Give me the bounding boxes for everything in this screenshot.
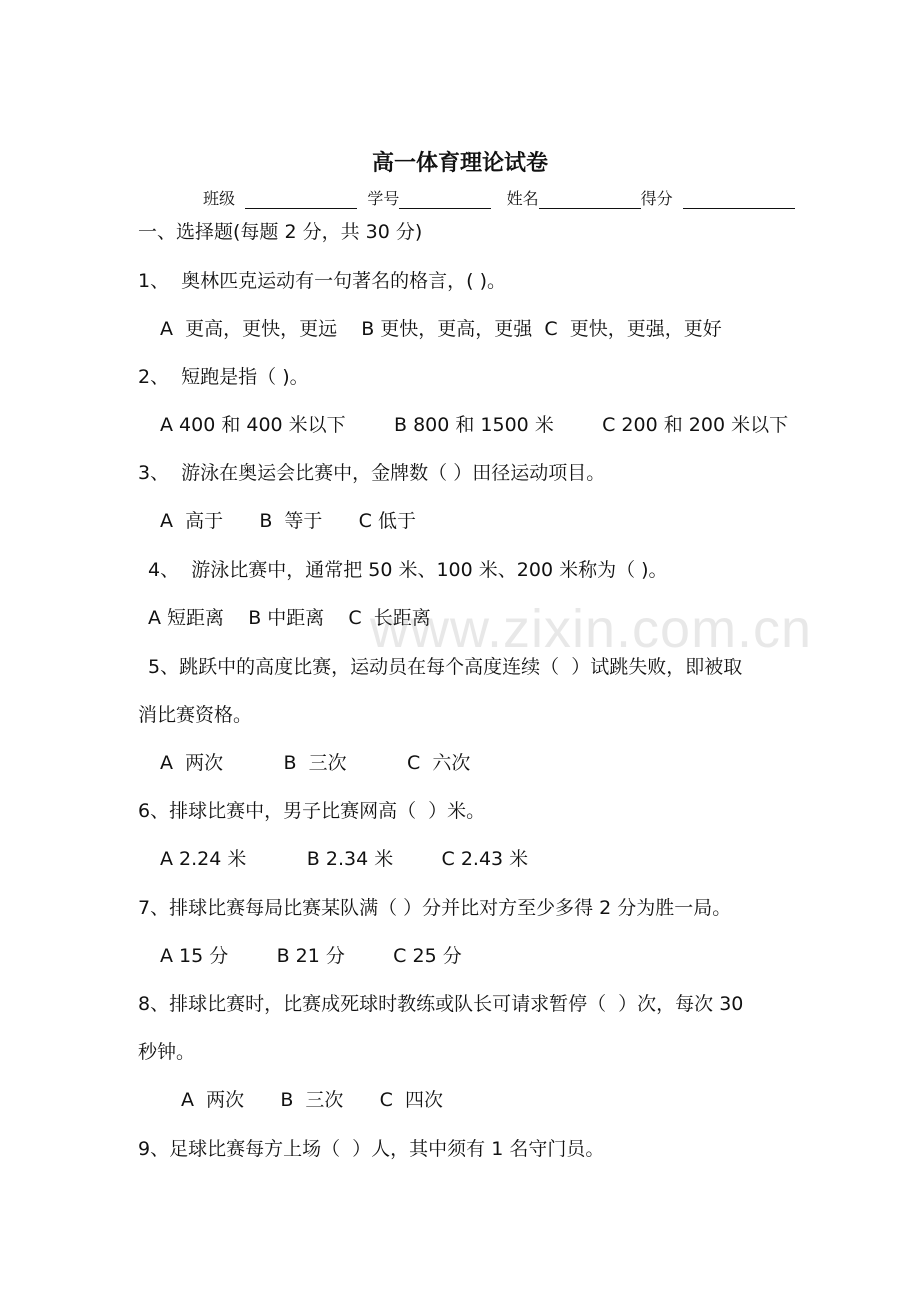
question-7-options: A 15 分 B 21 分 C 25 分	[160, 945, 462, 967]
watermark: www.zixin.com.cn	[370, 599, 813, 659]
question-1: 1、 奥林匹克运动有一句著名的格言，( )。	[138, 270, 507, 292]
question-9: 9、足球比赛每方上场（ ）人，其中须有 1 名守门员。	[138, 1138, 605, 1160]
question-2-options: A 400 和 400 米以下 B 800 和 1500 米 C 200 和 200 米以下	[160, 414, 789, 436]
question-6-options: A 2.24 米 B 2.34 米 C 2.43 米	[160, 848, 529, 870]
page-title: 高一体育理论试卷	[371, 151, 548, 176]
section-heading: 一、选择题(每题 2 分，共 30 分)	[138, 221, 423, 243]
question-8-cont: 秒钟。	[138, 1041, 196, 1063]
id-blank	[399, 190, 491, 209]
question-8-options: A 两次 B 三次 C 四次	[181, 1089, 444, 1111]
question-7: 7、排球比赛每局比赛某队满（ ）分并比对方至少多得 2 分为胜一局。	[138, 897, 732, 919]
class-label: 班级	[203, 189, 236, 208]
id-label: 学号	[367, 189, 400, 208]
question-4: 4、 游泳比赛中，通常把 50 米、100 米、200 米称为（ )。	[142, 559, 668, 581]
class-blank	[245, 190, 357, 209]
question-1-options: A 更高，更快，更远 B 更快，更高，更强 C 更快，更强，更好	[160, 318, 722, 340]
score-blank	[683, 190, 795, 209]
question-5-options: A 两次 B 三次 C 六次	[160, 752, 471, 774]
question-5: 5、跳跃中的高度比赛，运动员在每个高度连续（ ）试跳失败，即被取	[142, 656, 743, 678]
question-4-options: A 短距离 B 中距离 C 长距离	[148, 607, 431, 629]
question-6: 6、排球比赛中，男子比赛网高（ ）米。	[138, 800, 486, 822]
question-8: 8、排球比赛时，比赛成死球时教练或队长可请求暂停（ ）次，每次 30	[138, 993, 744, 1015]
student-info-header	[203, 186, 795, 209]
name-blank	[539, 190, 641, 209]
score-label: 得分	[640, 189, 673, 208]
question-5-cont: 消比赛资格。	[138, 704, 253, 726]
question-3: 3、 游泳在奥运会比赛中，金牌数（ ）田径运动项目。	[138, 462, 606, 484]
name-label: 姓名	[506, 189, 539, 208]
question-3-options: A 高于 B 等于 C 低于	[160, 510, 416, 532]
question-2: 2、 短跑是指（ )。	[138, 366, 309, 388]
